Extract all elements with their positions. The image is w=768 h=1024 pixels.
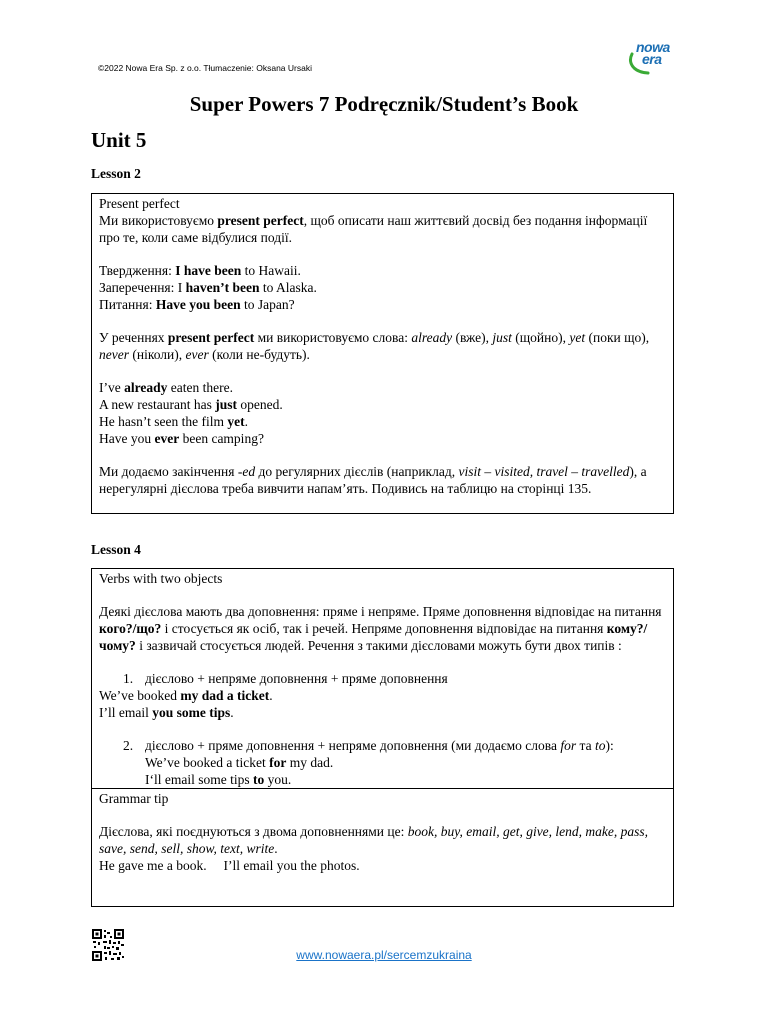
logo-word-nowa: nowa <box>636 39 670 55</box>
grammar-tip-cell <box>92 788 673 874</box>
document-title: Super Powers 7 Podręcznik/Student’s Book <box>189 92 579 116</box>
question-example: Питання: Have you been to Japan? <box>99 297 295 312</box>
example-sentence: I’ll email you some tips. <box>99 705 234 720</box>
example-sentence: We’ve booked my dad a ticket. <box>99 688 273 703</box>
lesson-2-heading: Lesson 2 <box>91 166 141 181</box>
example-sentence: I’ve already eaten there. <box>99 380 233 395</box>
box-title: Verbs with two objects <box>99 571 223 586</box>
copyright-notice: ©2022 Nowa Era Sp. z o.o. Tłumaczenie: Oksana Ursaki <box>98 63 312 73</box>
box-title: Present perfect <box>99 196 180 211</box>
nowa-era-logo <box>628 40 680 74</box>
example-sentence: He hasn’t seen the film yet. <box>99 414 248 429</box>
verbs-two-objects-box <box>91 568 674 907</box>
paragraph: Дієслова, які поєднуються з двома доповненнями це: book, buy, email, get, give, lend, make, pass, save, send, sell, show, text, write. <box>99 824 649 856</box>
footer-link[interactable]: www.nowaera.pl/sercemzukraina <box>296 948 472 962</box>
logo-word-era: era <box>642 51 662 67</box>
paragraph: Деякі дієслова мають два доповнення: пряме і непряме. Пряме доповнення відповідає на питання кого?/що? і стосується як осіб, так і речей. Непряме доповнення відповідає на питання кому?/чому? і зазвичай стосується людей. Речення з такими дієсловами можуть бути двох типів : <box>99 604 662 653</box>
negative-example: Заперечення: I haven’t been to Alaska. <box>99 280 317 295</box>
list-item: 1. дієслово + непряме доповнення + пряме доповнення <box>123 671 448 686</box>
list-item: 2. дієслово + пряме доповнення + непряме доповнення (ми додаємо слова for та to): <box>123 738 614 753</box>
paragraph: У реченнях present perfect ми використовуємо слова: already (вже), just (щойно), yet (поки що), never (ніколи), ever (коли не-будуть). <box>99 330 650 362</box>
present-perfect-box <box>91 193 674 514</box>
example-sentence: He gave me a book. I’ll email you the photos. <box>99 858 360 873</box>
example-sentence: We’ve booked a ticket for my dad. <box>145 755 334 770</box>
example-sentence: A new restaurant has just opened. <box>99 397 283 412</box>
example-sentence: I‘ll email some tips to you. <box>145 772 292 787</box>
paragraph: Ми додаємо закінчення -ed до регулярних дієслів (наприклад, visit – visited, travel – travelled), а нерегулярні дієслова треба вивчити напам’ять. Подивись на таблицю на сторінці 135. <box>99 464 647 496</box>
tip-title: Grammar tip <box>99 791 169 806</box>
lesson-4-heading: Lesson 4 <box>91 542 141 557</box>
affirmative-example: Твердження: I have been to Hawaii. <box>99 263 301 278</box>
unit-heading: Unit 5 <box>91 128 147 152</box>
paragraph: Ми використовуємо present perfect, щоб описати наш життєвий досвід без подання інформації про те, коли саме відбулися події. <box>99 213 648 245</box>
example-sentence: Have you ever been camping? <box>99 431 264 446</box>
